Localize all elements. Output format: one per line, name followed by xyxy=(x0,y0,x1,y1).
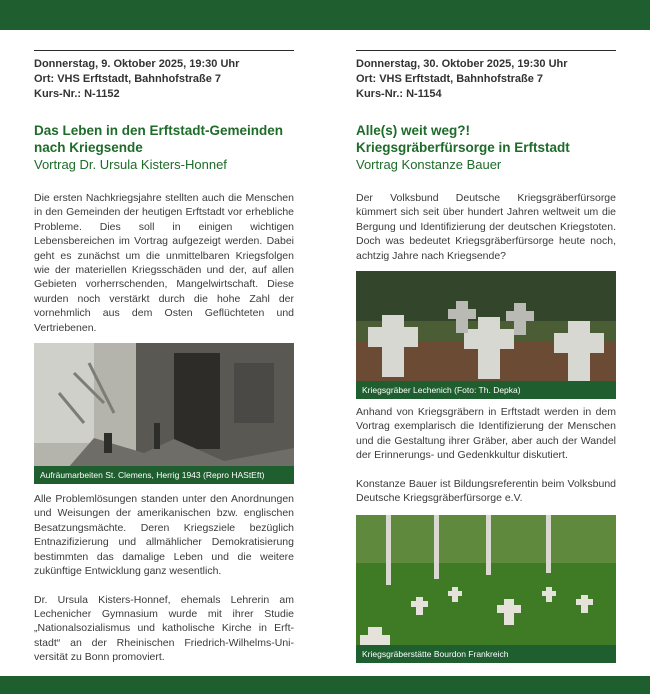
photo-lechenich xyxy=(356,271,616,399)
event-title-line: nach Kriegsende xyxy=(34,140,143,155)
event-date: Donnerstag, 30. Oktober 2025, 19:30 Uhr xyxy=(356,58,568,70)
photo-st-clemens xyxy=(34,343,294,484)
paragraph: Dr. Ursula Kisters-Honnef, ehemals Lehrerin am Lechenicher Gymnasium wurde mit ihrer Studie „Nationalsozialismus und katholische Kirche in Erftstadt“ an der Rheinischen Friedrich-Wilhelms-Universität zu Bonn promoviert. xyxy=(34,593,294,664)
event-speaker: Vortrag Dr. Ursula Kisters-Honnef xyxy=(34,157,227,172)
cemetery-photo xyxy=(356,515,616,663)
divider-rule xyxy=(34,50,294,51)
paragraph: Anhand von Kriegsgräbern in Erftstadt werden in dem Vortrag exemplarisch die Identifizierung der Menschen und die Gestaltung ihrer Gräber, aber auch der Wandel der Erinnerungs- und Gedenkkultur diskutiert. xyxy=(356,406,616,462)
event-left xyxy=(34,30,294,665)
event-title-line: Das Leben in den Erftstadt-Gemeinden xyxy=(34,123,284,138)
bottom-green-band xyxy=(0,676,650,694)
photo-caption: Kriegsgräberstätte Bourdon Frankreich xyxy=(356,645,616,663)
event-title xyxy=(356,122,616,156)
event-location: Ort: VHS Erftstadt, Bahnhofstraße 7 xyxy=(34,73,222,85)
divider-rule xyxy=(356,50,616,51)
event-title-line: Alle(s) weit weg?! xyxy=(356,123,471,138)
photo-caption: Aufräumarbeiten St. Clemens, Herrig 1943 (Repro HAStEft) xyxy=(34,466,294,484)
course-number: Kurs-Nr.: N-1152 xyxy=(34,88,120,100)
event-location: Ort: VHS Erftstadt, Bahnhofstraße 7 xyxy=(356,73,544,85)
event-title xyxy=(34,122,294,156)
paragraph: Konstanze Bauer ist Bildungsreferentin beim Volksbund Deutsche Kriegsgräberfürsorge e.V. xyxy=(356,477,616,505)
course-number: Kurs-Nr.: N-1154 xyxy=(356,88,442,100)
event-right xyxy=(356,30,616,663)
archive-photo xyxy=(34,343,294,484)
top-green-band xyxy=(0,0,650,30)
paragraph: Der Volksbund Deutsche Kriegsgräberfürsorge kümmert sich seit über hundert Jahren weltweit um die Bergung und Identifizierung der deutschen Kriegstoten. Doch was bedeutet Kriegsgräberfürsorge heute noch, achtzig Jahre nach Kriegsende? xyxy=(356,192,616,262)
photo-bourdon xyxy=(356,515,616,663)
paragraph: Alle Problemlösungen standen unter den Anordnungen und Weisungen der amerikanischen bzw. englischen Besatzungsmächte. Deren Kriegsziele bezüglich Entnazifizierung und allmählicher Demokratisierung bestimmten das damalige Leben und die weitere zukünftige Entwicklung ganz wesentlich. xyxy=(34,493,294,578)
event-meta xyxy=(356,57,616,102)
event-speaker: Vortrag Konstanze Bauer xyxy=(356,157,502,172)
photo-caption: Kriegsgräber Lechenich (Foto: Th. Depka) xyxy=(356,381,616,399)
paragraph: Die ersten Nachkriegsjahre stellten auch die Menschen in den Gemeinden der heutigen Erftstadt vor erhebliche Probleme. Dies soll in einigen wichtigen Lebensbereichen im Vortrag aufgezeigt werden. Dabei geht es zunächst um die unmittelbaren Kriegsfolgen wie der materiellen Kriegsschäden und der, auf allen Gebieten vorherrschenden, Mangelwirtschaft. Diese wurden noch verstärkt durch die hohe Zahl der vornehmlich aus dem Osten Geflüchteten und Vertriebenen. xyxy=(34,192,294,334)
event-date: Donnerstag, 9. Oktober 2025, 19:30 Uhr xyxy=(34,58,240,70)
graves-photo xyxy=(356,271,616,399)
event-meta xyxy=(34,57,294,102)
event-title-line: Kriegsgräberfürsorge in Erftstadt xyxy=(356,140,570,155)
